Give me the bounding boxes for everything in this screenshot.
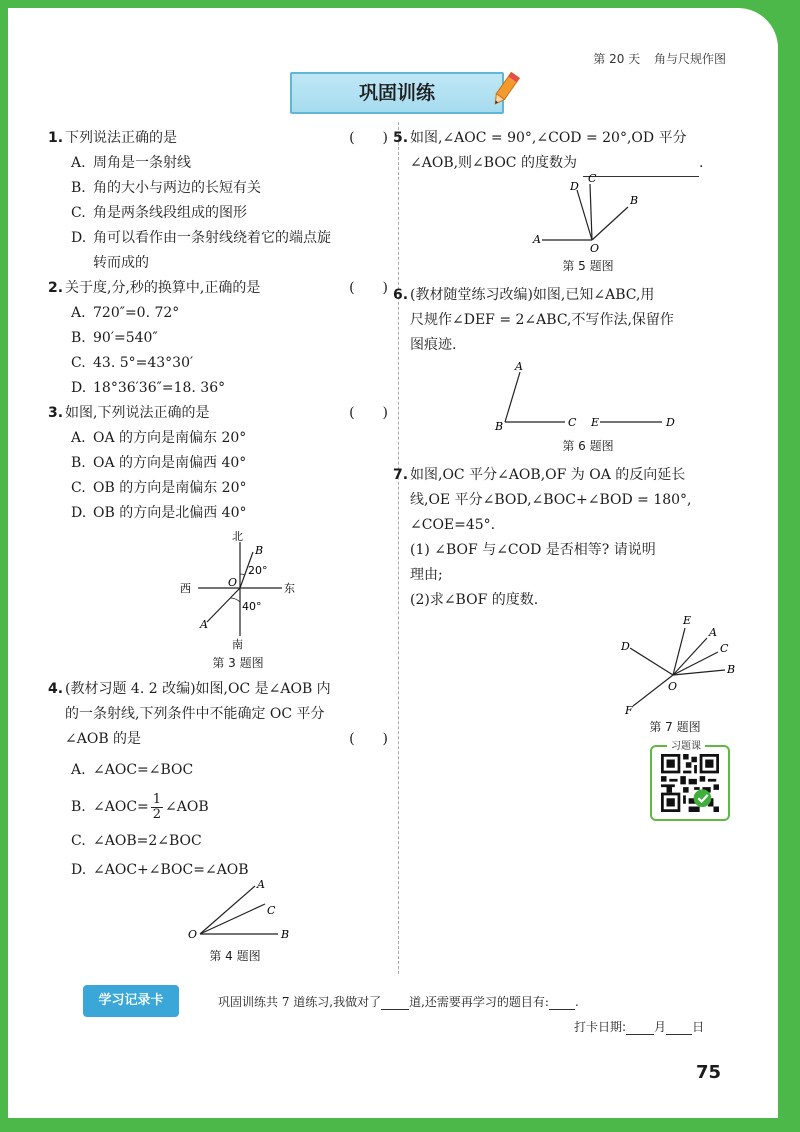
option-d[interactable]: D. OB 的方向是北偏西 40°: [71, 505, 247, 521]
option-a[interactable]: A. OA 的方向是南偏东 20°: [71, 430, 247, 446]
header-topic: 角与尺规作图: [653, 52, 726, 66]
option-b[interactable]: B. OA 的方向是南偏西 40°: [71, 455, 247, 471]
study-record-tag: 学习记录卡: [83, 985, 179, 1017]
option-a[interactable]: A. 720″=0. 72°: [71, 305, 180, 321]
label-O: O: [590, 242, 600, 252]
label-B: B: [727, 663, 736, 676]
label-C: C: [568, 416, 577, 429]
checkin-day-blank[interactable]: [666, 1020, 692, 1035]
label-C: C: [588, 172, 597, 185]
answer-paren: ( ): [349, 130, 388, 146]
question-7: [393, 463, 735, 613]
question-stem-line2: 的一条射线,下列条件中不能确定 OC 平分: [65, 706, 325, 722]
question-3: [48, 401, 390, 526]
option-c[interactable]: C. ∠AOB=2∠BOC: [71, 833, 202, 849]
figure-6-caption: 第 6 题图: [562, 439, 614, 453]
label-B: B: [281, 928, 290, 941]
option-b[interactable]: B. 角的大小与两边的长短有关: [71, 180, 261, 196]
sub-question-1-cont: 理由;: [410, 567, 443, 583]
review-questions-blank[interactable]: [549, 995, 575, 1010]
label-E: E: [683, 614, 692, 627]
option-d-continued: 转而成的: [93, 255, 149, 271]
question-number: 7.: [393, 467, 409, 483]
question-stem-line2: 尺规作∠DEF = 2∠ABC,不写作法,保留作: [410, 312, 674, 328]
running-header: [583, 50, 726, 67]
label-B: B: [255, 544, 264, 557]
question-4: [48, 677, 390, 883]
question-stem-line2: ∠AOB,则∠BOC 的度数为: [410, 155, 577, 171]
label-A: A: [200, 618, 208, 631]
question-stem-line3: ∠COE=45°.: [410, 517, 496, 533]
answer-paren: ( ): [349, 405, 388, 421]
label-A: A: [515, 360, 523, 373]
option-b[interactable]: B. 90′=540″: [71, 330, 158, 346]
label-C: C: [267, 904, 276, 917]
fraction-one-half: $\frac{1}{2}$: [152, 791, 162, 822]
label-A: A: [709, 626, 717, 639]
question-stem-line1: 如图,OC 平分∠AOB,OF 为 OA 的反向延长: [410, 467, 686, 483]
label-F: F: [625, 704, 633, 717]
figure-6-angles: [490, 360, 690, 435]
label-north: 北: [232, 530, 243, 543]
label-east: 东: [284, 582, 295, 595]
question-stem-line2: 线,OE 平分∠BOD,∠BOC+∠BOD = 180°,: [410, 492, 692, 508]
label-C: C: [720, 642, 729, 655]
figure-3-caption: 第 3 题图: [212, 656, 264, 670]
question-number: 2.: [48, 280, 64, 296]
question-stem-line1: (教材随堂练习改编)如图,已知∠ABC,用: [410, 287, 655, 303]
question-stem: 如图,下列说法正确的是: [65, 405, 210, 421]
label-O: O: [188, 928, 198, 941]
option-c[interactable]: C. OB 的方向是南偏东 20°: [71, 480, 247, 496]
question-number: 1.: [48, 130, 64, 146]
question-number: 4.: [48, 681, 64, 697]
answer-paren: ( ): [349, 731, 388, 747]
figure-7-caption: 第 7 题图: [649, 720, 701, 734]
label-O: O: [668, 680, 678, 693]
question-stem: 关于度,分,秒的换算中,正确的是: [65, 280, 261, 296]
question-stem-line1: 如图,∠AOC = 90°,∠COD = 20°,OD 平分: [410, 130, 687, 146]
label-angle-20: 20°: [248, 564, 268, 577]
sub-question-2: (2)求∠BOF 的度数.: [410, 592, 539, 608]
option-d[interactable]: D. 角可以看作由一条射线绕着它的端点旋: [71, 230, 331, 246]
qr-code-icon: [661, 754, 719, 812]
page-number: 75: [696, 1062, 722, 1083]
qr-label: 习题课: [667, 737, 705, 752]
checkin-month-blank[interactable]: [626, 1020, 654, 1035]
option-c[interactable]: C. 43. 5°=43°30′: [71, 355, 194, 371]
question-stem-line3: ∠AOB 的是: [65, 731, 142, 747]
option-c[interactable]: C. 角是两条线段组成的图形: [71, 205, 247, 221]
correct-count-blank[interactable]: [381, 995, 409, 1010]
question-stem-line1: (教材习题 4. 2 改编)如图,OC 是∠AOB 内: [65, 681, 331, 697]
sub-question-1: (1) ∠BOF 与∠COD 是否相等? 请说明: [410, 542, 656, 558]
label-A: A: [533, 233, 541, 246]
option-a[interactable]: A. ∠AOC=∠BOC: [71, 762, 194, 778]
question-2: [48, 276, 390, 401]
label-west: 西: [180, 582, 191, 595]
header-day: 第 20 天: [593, 52, 641, 66]
question-number: 6.: [393, 287, 409, 303]
question-1: [48, 126, 390, 276]
label-angle-40: 40°: [242, 600, 262, 613]
option-d[interactable]: D. 18°36′36″=18. 36°: [71, 380, 226, 396]
question-5: 5. 如图,∠AOC = 90°,∠COD = 20°,OD 平分 ∠AOB,则∠BOC 的度数为 .: [410, 126, 735, 177]
label-A: A: [257, 878, 265, 891]
qr-code-box[interactable]: [650, 741, 730, 821]
label-B: B: [630, 194, 639, 207]
figure-4-angle: [185, 874, 295, 944]
label-D: D: [570, 180, 579, 193]
figure-5-caption: 第 5 题图: [562, 259, 614, 273]
pencil-icon: [488, 70, 522, 110]
column-divider: [398, 122, 399, 974]
label-E: E: [591, 416, 600, 429]
figure-5-angles: [530, 172, 650, 252]
figure-4-caption: 第 4 题图: [209, 949, 261, 963]
figure-7-rays: [605, 610, 745, 720]
question-6: [393, 283, 735, 358]
label-D: D: [666, 416, 675, 429]
label-D: D: [621, 640, 630, 653]
option-b[interactable]: B. ∠AOC= $\frac{1}{2}$ ∠AOB: [71, 791, 209, 822]
question-number: 5.: [393, 130, 409, 146]
label-B: B: [495, 420, 504, 433]
option-d[interactable]: D. ∠AOC+∠BOC=∠AOB: [71, 862, 249, 878]
option-a[interactable]: A. 周角是一条射线: [71, 155, 191, 171]
figure-3-compass: [170, 528, 310, 653]
label-south: 南: [232, 638, 243, 651]
section-title: 巩固训练: [290, 72, 504, 114]
answer-paren: ( ): [349, 280, 388, 296]
question-stem-line3: 图痕迹.: [410, 337, 457, 353]
label-O: O: [228, 576, 238, 589]
checkin-date: 打卡日期: 月 日: [574, 1020, 705, 1034]
question-number: 3.: [48, 405, 64, 421]
study-record-text: 巩固训练共 7 道练习,我做对了 道,还需要再学习的题目有: .: [218, 995, 579, 1009]
question-stem: 下列说法正确的是: [65, 130, 177, 146]
